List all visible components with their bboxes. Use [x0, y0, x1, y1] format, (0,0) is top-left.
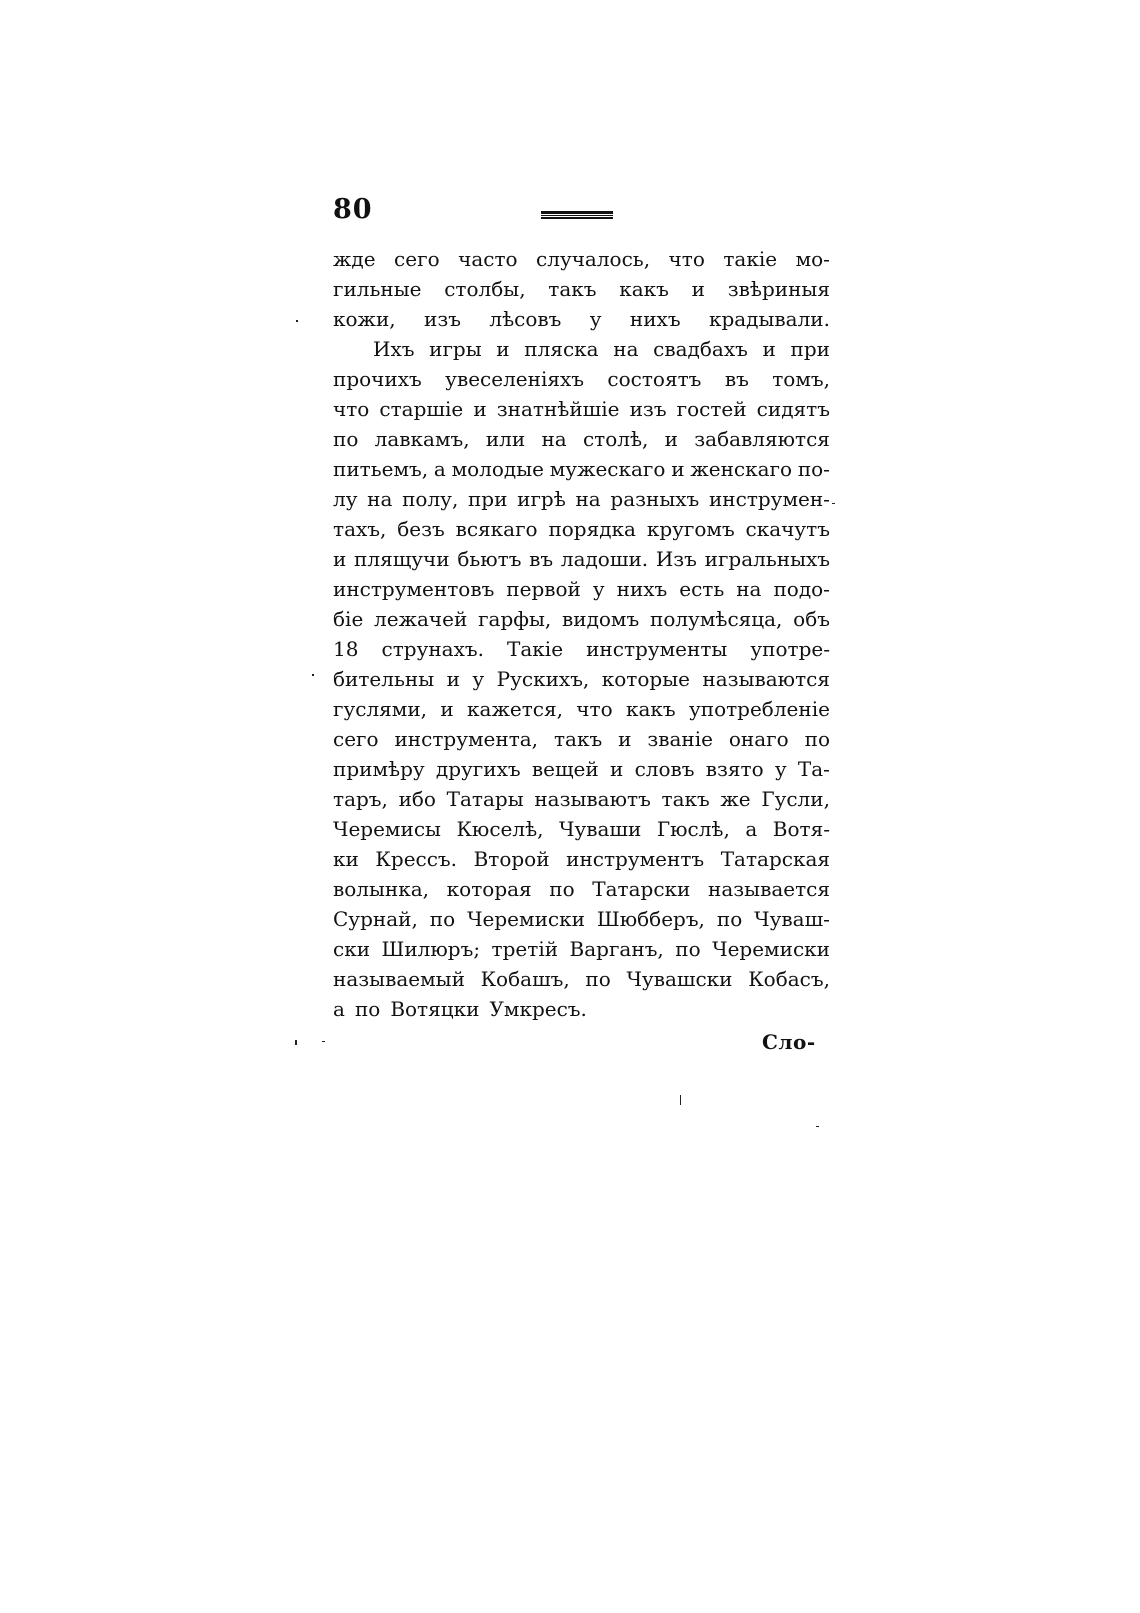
- scan-speck: [295, 1040, 297, 1045]
- text-line: тахъ, безъ всякаго порядка кругомъ скачутъ: [333, 517, 830, 541]
- text-line: а по Вотяцки Умкресъ.: [333, 997, 587, 1021]
- text-line: таръ, ибо Татары называютъ такъ же Гусли,: [333, 787, 830, 811]
- text-line: и плящучи бьютъ въ ладоши. Изъ игральныхъ: [333, 547, 830, 571]
- text-line: 18 струнахъ. Такіе инструменты употре-: [333, 637, 830, 661]
- header-ornament-rule: [541, 211, 613, 219]
- text-line: что старшіе и знатнѣйшіе изъ гостей сидятъ: [333, 397, 830, 421]
- scan-speck: [816, 1126, 819, 1127]
- text-line: Черемисы Кюселѣ, Чуваши Гюслѣ, а Вотя-: [333, 817, 830, 841]
- scan-speck: [312, 674, 314, 676]
- page-header: [333, 194, 833, 234]
- text-line: называемый Кобашъ, по Чувашски Кобасъ,: [333, 967, 830, 991]
- text-line: біе лежачей гарфы, видомъ полумѣсяца, объ: [333, 607, 830, 631]
- text-line: волынка, которая по Татарски называется: [333, 877, 830, 901]
- text-line: по лавкамъ, или на столѣ, и забавляются: [333, 427, 830, 451]
- catchword: Сло-: [762, 1030, 816, 1054]
- text-line: гильные столбы, такъ какъ и звѣриныя: [333, 277, 830, 301]
- text-line: Ихъ игры и пляска на свадбахъ и при: [373, 337, 830, 361]
- text-line: Сурнай, по Черемиски Шюбберъ, по Чуваш-: [333, 907, 830, 931]
- scan-speck: [680, 1095, 681, 1105]
- scan-speck: [832, 503, 835, 504]
- scan-speck: [322, 1041, 325, 1042]
- text-line: кожи, изъ лѣсовъ у нихъ крадывали.: [333, 307, 830, 331]
- text-line: жде сего часто случалось, что такіе мо-: [333, 247, 830, 271]
- page-number: 80: [333, 194, 373, 225]
- text-line: инструментовъ первой у нихъ есть на подо-: [333, 577, 830, 601]
- scan-speck: [296, 320, 298, 322]
- text-line: примѣру другихъ вещей и словъ взято у Та-: [333, 757, 830, 781]
- text-line: гуслями, и кажется, что какъ употребленіе: [333, 697, 830, 721]
- text-line: ки Крессъ. Второй инструментъ Татарская: [333, 847, 830, 871]
- text-line: ски Шилюръ; третій Варганъ, по Черемиски: [333, 937, 830, 961]
- text-line: прочихъ увеселеніяхъ состоятъ въ томъ,: [333, 367, 830, 391]
- text-line: бительны и у Рускихъ, которые называются: [333, 667, 830, 691]
- text-line: сего инструмента, такъ и званіе онаго по: [333, 727, 830, 751]
- text-line: питьемъ, а молодые мужескаго и женскаго по-: [333, 457, 830, 481]
- text-line: лу на полу, при игрѣ на разныхъ инструмен-: [333, 487, 830, 511]
- body-text: [333, 244, 830, 1024]
